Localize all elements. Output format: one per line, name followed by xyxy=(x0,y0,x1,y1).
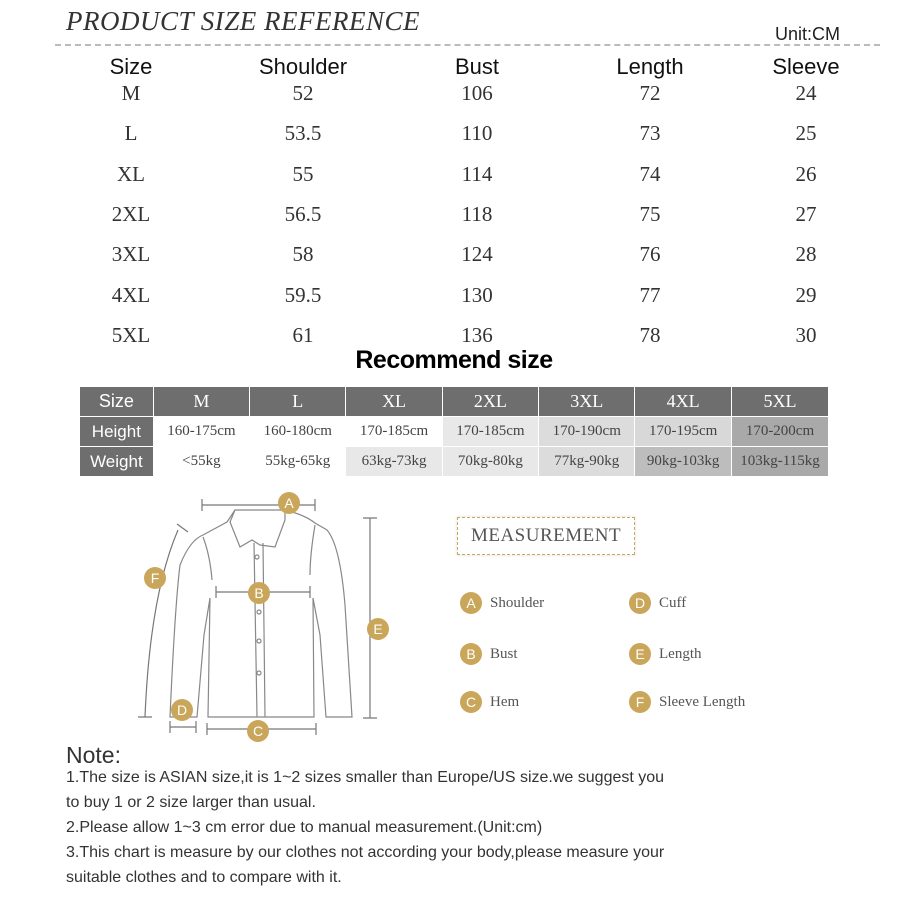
cell: 2XL xyxy=(442,387,538,417)
cell: XL xyxy=(346,387,442,417)
marker-a-label: A xyxy=(284,495,294,511)
cell: Weight xyxy=(80,447,154,477)
legend-item-cuff xyxy=(629,592,686,614)
table-row xyxy=(0,283,908,313)
marker-c-label: C xyxy=(252,723,264,739)
cell: 170-185cm xyxy=(442,417,538,447)
note-heading: Note: xyxy=(66,742,121,768)
cell: <55kg xyxy=(153,447,249,477)
cell: 63kg-73kg xyxy=(346,447,442,477)
marker-f-label: F xyxy=(150,570,160,586)
recommend-row-height xyxy=(80,417,829,447)
cell: L xyxy=(250,387,346,417)
cell: 5XL xyxy=(731,387,828,417)
cell: 5XL xyxy=(111,322,151,347)
cell: 24 xyxy=(795,81,817,105)
cell: XL xyxy=(117,161,145,186)
shirt-collar xyxy=(230,510,285,547)
cell: Shoulder xyxy=(258,54,348,79)
recommend-title: Recommend size xyxy=(355,346,553,374)
cell: 75 xyxy=(639,201,661,226)
cell: 114 xyxy=(461,161,493,186)
unit-label: Unit:CM xyxy=(775,24,841,44)
table-row xyxy=(0,202,908,232)
table-row xyxy=(0,81,908,111)
cell: 28 xyxy=(795,242,817,267)
note-line: 3.This chart is measure by our clothes not according your body,please measure your xyxy=(66,844,665,861)
marker-icon: F xyxy=(629,691,651,713)
cell: 90kg-103kg xyxy=(635,447,732,477)
cell: 27 xyxy=(795,201,817,226)
cell: 30 xyxy=(795,322,817,347)
cell: Bust xyxy=(454,54,500,79)
legend-label: Hem xyxy=(490,693,520,710)
cell: Size xyxy=(80,387,154,417)
cell: 59.5 xyxy=(284,282,322,307)
legend-label: Bust xyxy=(490,645,518,662)
cell: 103kg-115kg xyxy=(731,447,828,477)
cell: Height xyxy=(80,417,154,447)
legend-label: Sleeve Length xyxy=(659,693,746,710)
marker-b-label: B xyxy=(254,585,264,601)
cell: 56.5 xyxy=(284,201,322,226)
cell: 4XL xyxy=(111,282,151,307)
cell: 58 xyxy=(292,242,314,267)
cell: 136 xyxy=(461,322,493,347)
cell: 29 xyxy=(795,282,817,307)
legend-item-length xyxy=(629,643,702,665)
table-header xyxy=(0,54,908,84)
legend-label: Cuff xyxy=(659,594,687,611)
note-line: 1.The size is ASIAN size,it is 1~2 sizes smaller than Europe/US size.we suggest you xyxy=(66,769,665,786)
cell: 53.5 xyxy=(284,121,322,146)
legend-item-shoulder xyxy=(460,592,544,614)
legend-item-hem xyxy=(460,691,519,713)
marker-e-label: E xyxy=(373,621,383,637)
cell: 52 xyxy=(292,81,314,105)
marker-icon: A xyxy=(460,592,482,614)
cell: 110 xyxy=(461,121,493,146)
cell: Sleeve xyxy=(772,54,840,79)
marker-icon: E xyxy=(629,643,651,665)
cell: 118 xyxy=(461,201,493,226)
page-title: PRODUCT SIZE REFERENCE xyxy=(66,6,420,36)
cell: 170-185cm xyxy=(346,417,442,447)
placket xyxy=(254,543,265,717)
measurement-title: MEASUREMENT xyxy=(457,517,635,555)
cell: 3XL xyxy=(539,387,635,417)
recommend-row-weight xyxy=(80,447,829,477)
recommend-row-header xyxy=(80,387,829,417)
note-line: 2.Please allow 1~3 cm error due to manual measurement.(Unit:cm) xyxy=(66,819,543,836)
cell: 26 xyxy=(795,161,817,186)
cell: 72 xyxy=(639,81,661,105)
cell: 55 xyxy=(292,161,314,186)
cell: M xyxy=(153,387,249,417)
cell: 170-190cm xyxy=(539,417,635,447)
cell: 74 xyxy=(639,161,661,186)
cell: 170-195cm xyxy=(635,417,732,447)
cell: 170-200cm xyxy=(731,417,828,447)
cell: 160-175cm xyxy=(153,417,249,447)
cell: 61 xyxy=(292,322,314,347)
marker-icon: C xyxy=(460,691,482,713)
note-line: suitable clothes and to compare with it. xyxy=(66,869,342,886)
cell: 73 xyxy=(639,121,661,146)
sleeve-seams xyxy=(203,525,315,580)
cell: Length xyxy=(616,54,684,79)
table-row xyxy=(0,121,908,151)
marker-d-label: D xyxy=(176,702,188,718)
recommend-table xyxy=(79,386,829,477)
cell: 55kg-65kg xyxy=(250,447,346,477)
cell: 77kg-90kg xyxy=(539,447,635,477)
legend-label: Length xyxy=(659,645,702,662)
cell: 76 xyxy=(639,242,661,267)
cell: 3XL xyxy=(111,242,151,267)
cell: Size xyxy=(109,54,153,79)
cell: L xyxy=(124,121,138,146)
cell: 77 xyxy=(639,282,661,307)
divider xyxy=(55,44,880,46)
legend-item-sleeve-length xyxy=(629,691,745,713)
marker-icon: D xyxy=(629,592,651,614)
legend-item-bust xyxy=(460,643,518,665)
sleeve-length-line xyxy=(138,524,188,717)
marker-icon: B xyxy=(460,643,482,665)
cell: 4XL xyxy=(635,387,732,417)
cell: 70kg-80kg xyxy=(442,447,538,477)
cell: 78 xyxy=(639,322,661,347)
cell: M xyxy=(121,81,141,105)
cell: 124 xyxy=(461,242,493,267)
cuff-line xyxy=(170,721,196,733)
cell: 2XL xyxy=(111,201,151,226)
legend-label: Shoulder xyxy=(490,594,545,611)
length-line xyxy=(363,518,377,718)
cell: 106 xyxy=(461,81,493,105)
cell: 25 xyxy=(795,121,817,146)
shirt-diagram xyxy=(130,485,430,745)
table-row xyxy=(0,162,908,192)
table-row xyxy=(0,242,908,272)
cell: 160-180cm xyxy=(250,417,346,447)
note-line: to buy 1 or 2 size larger than usual. xyxy=(66,794,316,811)
cell: 130 xyxy=(461,282,493,307)
